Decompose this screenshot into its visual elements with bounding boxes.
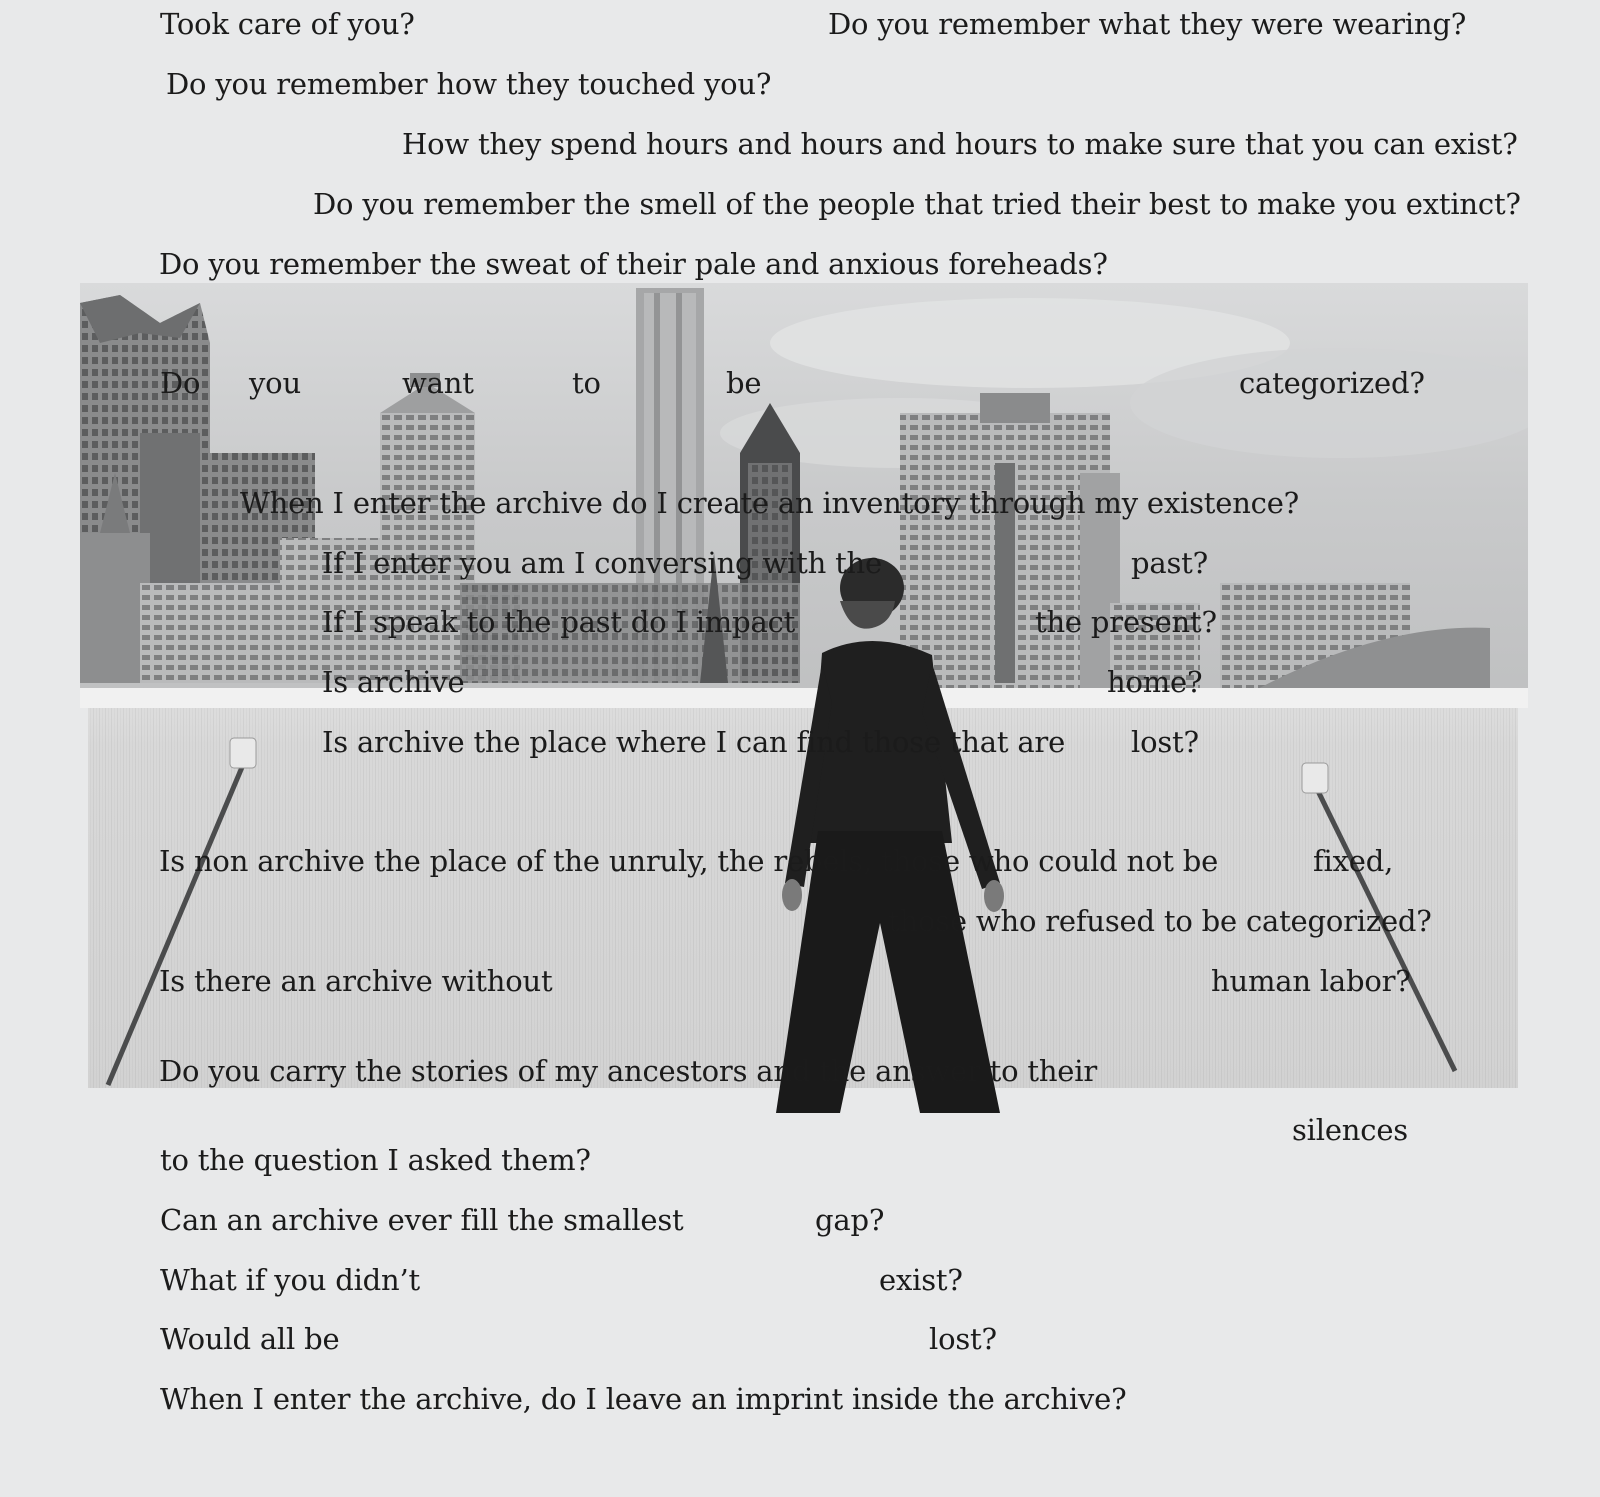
poem-line: Do you remember how they touched you?	[166, 67, 772, 101]
poem-word: lost?	[929, 1322, 997, 1356]
poem-line: Is non archive the place of the unruly, the rebels, those who could not be	[159, 844, 1219, 878]
poem-word: be	[726, 366, 762, 400]
poem-line: If I enter you am I conversing with the	[322, 546, 882, 580]
poem-line: Is there an archive without	[159, 964, 553, 998]
poem-word: silences	[1292, 1113, 1408, 1147]
poem-line: When I enter the archive do I create an inventory through my existence?	[240, 486, 1300, 520]
poem-word: human labor?	[1211, 964, 1411, 998]
poem-line: If I speak to the past do I impact	[322, 605, 796, 639]
poem-line: Do you remember what they were wearing?	[828, 7, 1467, 41]
poem-word: gap?	[815, 1203, 885, 1237]
poem-line: How they spend hours and hours and hours to make sure that you can exist?	[402, 127, 1518, 161]
poem-word: home?	[1107, 665, 1203, 699]
poem-line: Do you remember the sweat of their pale and anxious foreheads?	[159, 247, 1108, 281]
poem-line: What if you didn’t	[160, 1263, 420, 1297]
poem-line: Is archive	[322, 665, 465, 699]
poem-word: to	[572, 366, 601, 400]
poem-line: When I enter the archive, do I leave an imprint inside the archive?	[160, 1382, 1127, 1416]
poem-line: to the question I asked them?	[160, 1143, 591, 1177]
poem-word: categorized?	[1239, 366, 1425, 400]
poem-line: Can an archive ever fill the smallest	[160, 1203, 684, 1237]
poem-word: past?	[1131, 546, 1208, 580]
poem-line: those who refused to be categorized?	[888, 904, 1432, 938]
poem-word: you	[249, 366, 301, 400]
poem-word: fixed,	[1313, 844, 1394, 878]
poem-line: Took care of you?	[160, 7, 415, 41]
poem-word: lost?	[1131, 725, 1199, 759]
poem-line: Is archive the place where I can find those that are	[322, 725, 1066, 759]
poem-word: the present?	[1035, 605, 1217, 639]
poem-line: Do you carry the stories of my ancestors and the answer to their	[159, 1054, 1098, 1088]
poem-line: Do you remember the smell of the people that tried their best to make you extinct?	[313, 187, 1521, 221]
poem-word: exist?	[879, 1263, 963, 1297]
poem-word: want	[402, 366, 474, 400]
poem-word: Do	[160, 366, 201, 400]
poem-line: Would all be	[160, 1322, 340, 1356]
